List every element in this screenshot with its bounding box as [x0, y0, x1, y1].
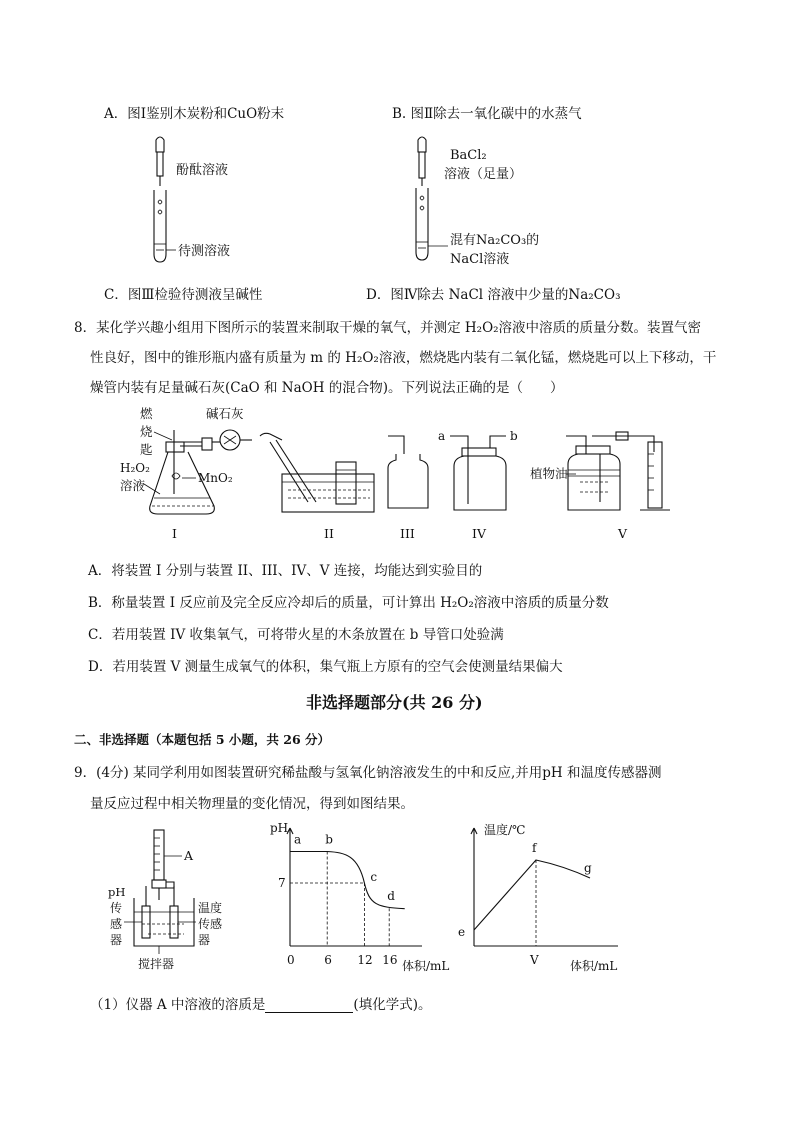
svg-text:燃: 燃 [140, 406, 153, 421]
q9-stem-line1: 9．(4分) 某同学利用如图装置研究稀盐酸与氢氧化钠溶液发生的中和反应,并用pH 和温度传感器测 [74, 765, 662, 781]
ph-x-tick-6: 6 [324, 953, 332, 967]
apparatus-ii [260, 433, 374, 541]
svg-text:烧: 烧 [140, 424, 153, 439]
q9-stem-line2: 量反应过程中相关物理量的变化情况，得到如图结果。 [90, 796, 414, 812]
svg-text:III: III [400, 526, 415, 541]
fig4-reagent-line1: BaCl₂ [450, 148, 487, 163]
q8-stem-line2: 性良好，图中的锥形瓶内盛有质量为 m 的 H₂O₂溶液，燃烧匙内装有二氧化锰，燃烧匙可以上下移动，干 [90, 350, 717, 366]
svg-text:碱石灰: 碱石灰 [206, 406, 244, 421]
fig4-sample-line2: NaCl溶液 [450, 252, 510, 267]
svg-text:H₂O₂: H₂O₂ [120, 461, 150, 475]
svg-text:器: 器 [198, 933, 211, 947]
apparatus-iv [438, 429, 518, 541]
svg-text:温度: 温度 [198, 901, 223, 915]
q8-stem-line1: 8．某化学兴趣小组用下图所示的装置来制取干燥的氧气，并测定 H₂O₂溶液中溶质的质量分数。装置气密 [74, 320, 702, 336]
q8-stem-line3: 燥管内装有足量碱石灰(CaO 和 NaOH 的混合物)。下列说法正确的是（ ） [90, 380, 564, 396]
q8-option-c: C．若用装置 IV 收集氧气，可将带火星的木条放置在 b 导管口处验满 [88, 627, 504, 643]
section-title: 非选择题部分(共 26 分) [306, 693, 483, 712]
svg-text:a: a [438, 429, 446, 443]
svg-text:MnO₂: MnO₂ [198, 471, 233, 485]
answer-blank[interactable] [265, 1000, 353, 1013]
q9-sub1 [90, 993, 431, 1013]
svg-text:传: 传 [110, 901, 123, 915]
svg-text:植物油: 植物油 [530, 466, 568, 481]
ph-x-tick-12: 12 [357, 953, 373, 967]
q9-sub1-prefix: （1）仪器 A 中溶液的溶质是 [90, 997, 266, 1013]
q8-option-a: A．将装置 I 分别与装置 II、III、IV、V 连接，均能达到实验目的 [88, 563, 483, 579]
figure-iv-test-tube [410, 132, 570, 272]
svg-text:I: I [172, 526, 177, 541]
ph-point-b: b [325, 832, 333, 847]
apparatus-v [530, 432, 670, 541]
q8-option-d: D．若用装置 V 测量生成氧气的体积，集气瓶上方原有的空气会使测量结果偏大 [88, 659, 563, 675]
q7-option-b: B. 图Ⅱ除去一氧化碳中的水蒸气 [392, 106, 582, 122]
figure-iii-test-tube [140, 132, 280, 272]
temp-chart [454, 818, 654, 978]
ph-point-a: a [294, 832, 302, 847]
ph-point-d: d [387, 889, 395, 904]
q7-option-a: A．图Ⅰ鉴别木炭粉和CuO粉末 [104, 106, 285, 122]
svg-text:pH: pH [108, 885, 126, 899]
section-subtitle: 二、非选择题（本题包括 5 小题，共 26 分） [74, 732, 331, 747]
ph-x-tick-0: 0 [287, 953, 295, 967]
fig3-sample-label: 待测溶液 [178, 244, 231, 259]
ph-point-c: c [370, 870, 378, 884]
q7-option-d: D．图Ⅳ除去 NaCl 溶液中少量的Na₂CO₃ [366, 287, 621, 303]
svg-text:搅拌器: 搅拌器 [138, 957, 175, 971]
ph-xlabel: 体积/mL [402, 959, 450, 973]
q8-apparatus-figure [110, 402, 700, 547]
fig4-sample-line1: 混有Na₂CO₃的 [450, 233, 540, 248]
svg-text:b: b [510, 429, 518, 443]
fig4-reagent-line2: 溶液（足量） [444, 167, 523, 182]
svg-text:感: 感 [110, 917, 123, 931]
ph-y-tick-7: 7 [278, 876, 286, 890]
temp-point-e: e [458, 925, 466, 939]
apparatus-iii [388, 436, 428, 541]
temp-point-g: g [584, 861, 592, 875]
svg-text:溶液: 溶液 [120, 478, 146, 493]
svg-text:器: 器 [110, 933, 123, 947]
ph-chart [262, 818, 462, 978]
temp-xlabel: 体积/mL [570, 959, 618, 973]
q9-apparatus [104, 826, 244, 974]
ph-ylabel: pH [270, 821, 289, 835]
label-A: A [184, 848, 194, 863]
fig3-reagent-label: 酚酞溶液 [176, 163, 229, 178]
q7-option-c: C．图Ⅲ检验待测液呈碱性 [104, 287, 263, 303]
q9-sub1-suffix: (填化学式)。 [353, 997, 432, 1013]
q8-option-b: B．称量装置 I 反应前及完全反应冷却后的质量，可计算出 H₂O₂溶液中溶质的质量分数 [88, 595, 609, 611]
svg-text:传感: 传感 [198, 917, 223, 931]
svg-text:IV: IV [472, 526, 486, 541]
svg-text:匙: 匙 [140, 442, 153, 457]
svg-text:II: II [324, 526, 334, 541]
temp-point-f: f [532, 841, 537, 855]
temp-curve [474, 860, 590, 930]
apparatus-i [120, 406, 252, 541]
temp-x-tick-V: V [530, 953, 539, 967]
ph-x-tick-16: 16 [382, 953, 398, 967]
temp-ylabel: 温度/℃ [484, 823, 526, 837]
svg-text:V: V [618, 526, 628, 541]
